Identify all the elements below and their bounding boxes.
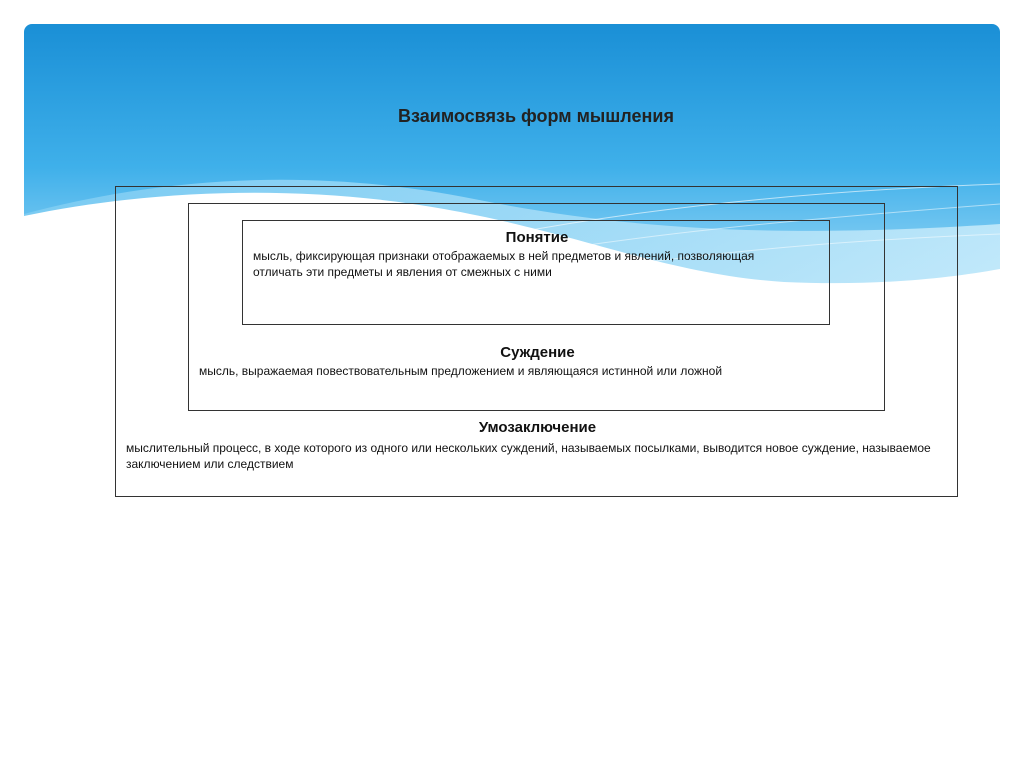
box-concept [242,220,830,325]
judgment-definition: мысль, выражаемая повествовательным предложением и являющаяся истинной или ложной [199,364,723,378]
concept-definition: мысль, фиксирующая признаки отображаемых в ней предметов и явлений, позволяющая отличать эти предметы и явления от смежных с ними [253,249,755,279]
concept-heading: Понятие [505,229,569,246]
inference-definition: мыслительный процесс, в ходе которого из одного или нескольких суждений, называемых посылками, выводится новое суждение, называемое заключением или следствием [126,441,931,471]
inference-heading: Умозаключение [478,419,597,436]
slide-title: Взаимосвязь форм мышления [398,106,674,126]
judgment-heading: Суждение [500,344,575,361]
